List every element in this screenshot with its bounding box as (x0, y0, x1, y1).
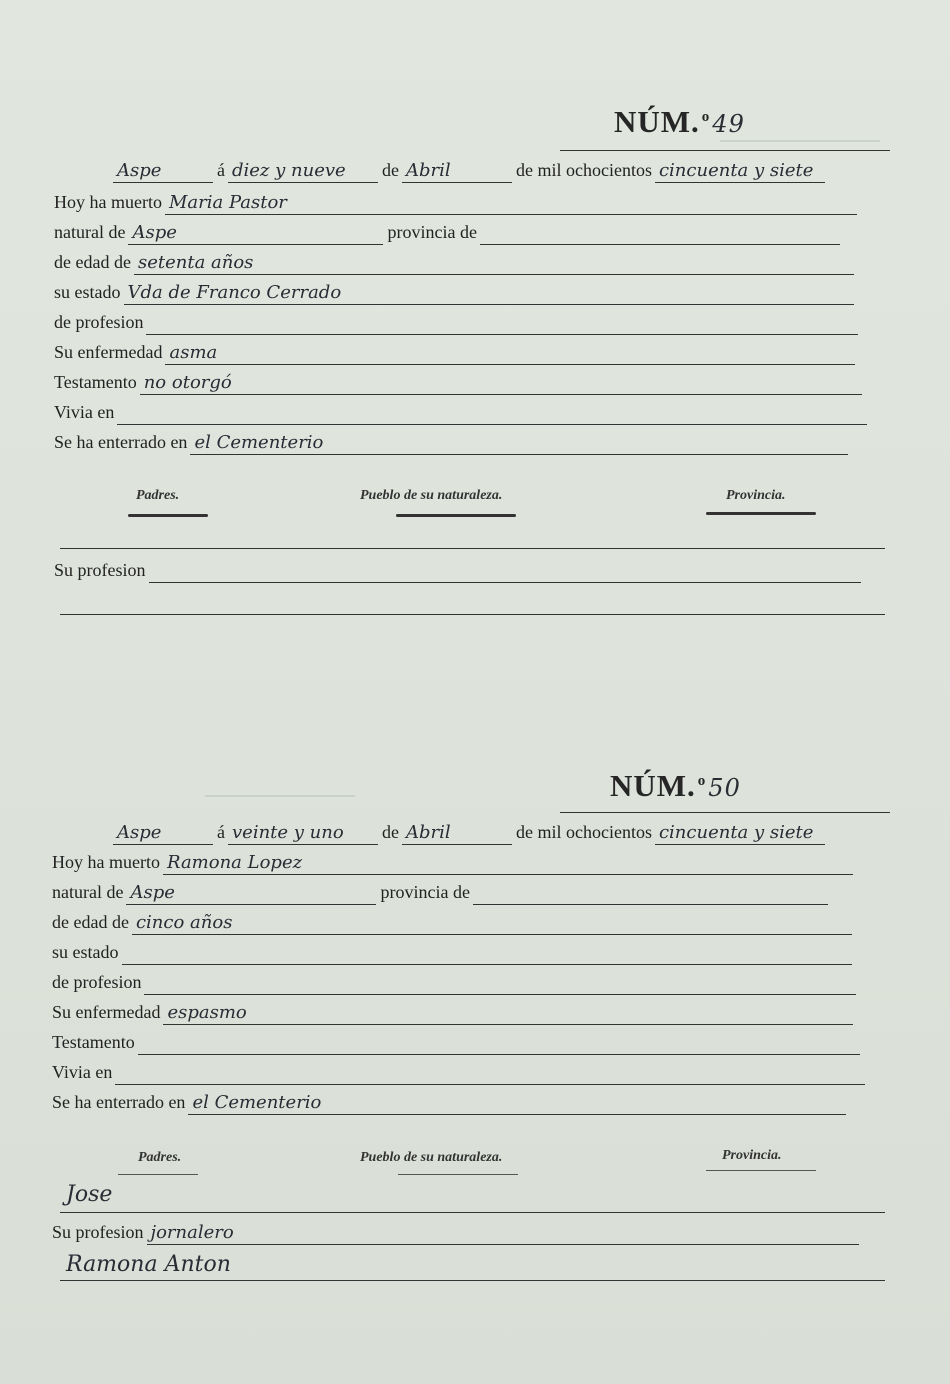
header-rule (706, 1170, 816, 1171)
field-value-line (115, 1062, 865, 1085)
field-vivia (54, 402, 871, 425)
year-field (655, 822, 825, 845)
field-label: natural de (54, 222, 126, 242)
bottom-line (60, 1280, 885, 1281)
date-line (110, 822, 829, 845)
date-line (110, 160, 829, 183)
parents-value: Jose (66, 1182, 113, 1207)
day-field (228, 822, 378, 845)
field-label: Su profesion (52, 1222, 144, 1242)
record-number-sup: o (701, 108, 711, 125)
field-testamento (54, 372, 866, 395)
province-label: provincia de (380, 882, 470, 902)
place-field (113, 822, 213, 845)
field-value-line (163, 1002, 853, 1025)
place-value: Aspe (117, 160, 162, 181)
field-label: de edad de (54, 252, 131, 272)
field-value: Vda de Franco Cerrado (127, 282, 342, 303)
place-field (113, 160, 213, 183)
year-value: cincuenta y siete (658, 160, 814, 181)
field-parents-profesion (54, 560, 865, 583)
field-label: Su profesion (54, 560, 146, 580)
field-value-line (128, 222, 383, 245)
bottom-line (60, 614, 885, 615)
field-label: de profesion (54, 312, 144, 332)
field-value-line (122, 942, 852, 965)
field-label: su estado (54, 282, 121, 302)
record-number-label: NÚM. (614, 104, 700, 139)
field-value-line (188, 1092, 846, 1115)
place-value: Aspe (117, 822, 162, 843)
field-label: de profesion (52, 972, 142, 992)
field-value: Aspe (132, 222, 177, 243)
field-deceased (52, 852, 857, 875)
field-label: Hoy ha muerto (52, 852, 160, 872)
field-value: el Cementerio (194, 432, 324, 453)
header-rule (118, 1174, 198, 1175)
province-label: provincia de (387, 222, 477, 242)
field-value: Maria Pastor (168, 192, 287, 213)
field-enfermedad (52, 1002, 857, 1025)
record-number (610, 768, 741, 804)
field-vivia (52, 1062, 869, 1085)
field-label: Testamento (52, 1032, 135, 1052)
header-rule (398, 1174, 518, 1175)
bleed-through-mark (205, 765, 355, 797)
field-label: Vivia en (52, 1062, 113, 1082)
field-value-line (165, 342, 855, 365)
field-value-line (140, 372, 862, 395)
field-value-line (163, 852, 853, 875)
field-age (52, 912, 856, 935)
field-value: setenta años (137, 252, 254, 273)
field-value-line (146, 312, 858, 335)
field-age (54, 252, 858, 275)
field-natural (54, 222, 844, 245)
header-ornament (396, 514, 516, 517)
field-enterrado (54, 432, 852, 455)
header-padres: Padres. (138, 1150, 182, 1165)
field-label: Su enfermedad (52, 1002, 161, 1022)
field-value: jornalero (150, 1222, 234, 1243)
field-enterrado (52, 1092, 850, 1115)
header-ornament (128, 514, 208, 517)
field-value-line (144, 972, 856, 995)
field-value-line (134, 252, 854, 275)
year-prefix-label: de mil ochocientos (516, 160, 652, 180)
field-value-line (147, 1222, 859, 1245)
field-label: Vivia en (54, 402, 115, 422)
field-value-line (132, 912, 852, 935)
field-label: su estado (52, 942, 119, 962)
field-label: de edad de (52, 912, 129, 932)
field-value: espasmo (167, 1002, 247, 1023)
field-value: cinco años (135, 912, 233, 933)
number-underline (560, 812, 890, 813)
field-enfermedad (54, 342, 859, 365)
field-profesion (52, 972, 860, 995)
field-label: Testamento (54, 372, 137, 392)
field-value-line (190, 432, 848, 455)
field-value-line (165, 192, 857, 215)
header-pueblo: Pueblo de su naturaleza. (360, 1150, 503, 1165)
field-profesion (54, 312, 862, 335)
day-prefix: á (217, 160, 225, 180)
record-number (614, 104, 745, 140)
month-field (402, 822, 512, 845)
field-estado (54, 282, 858, 305)
year-prefix-label: de mil ochocientos (516, 822, 652, 842)
field-testamento (52, 1032, 864, 1055)
field-label: natural de (52, 882, 124, 902)
month-field (402, 160, 512, 183)
record-number-value: 50 (708, 774, 741, 802)
field-value: Ramona Lopez (166, 852, 303, 873)
field-value: Aspe (130, 882, 175, 903)
day-value: diez y nueve (232, 160, 346, 181)
field-value-line (149, 560, 861, 583)
parents-line (60, 1212, 885, 1213)
header-provincia: Provincia. (726, 488, 786, 503)
parents-line (60, 548, 885, 549)
day-prefix: á (217, 822, 225, 842)
field-value-line (124, 282, 854, 305)
field-value-line (117, 402, 867, 425)
field-value: el Cementerio (192, 1092, 322, 1113)
field-value-line (126, 882, 376, 905)
province-value-line (480, 222, 840, 245)
header-ornament (706, 512, 816, 515)
de-label: de (382, 822, 399, 842)
number-underline (560, 150, 890, 151)
field-natural (52, 882, 832, 905)
header-padres: Padres. (136, 488, 180, 503)
day-value: veinte y uno (232, 822, 344, 843)
field-value: asma (169, 342, 218, 363)
field-deceased (54, 192, 861, 215)
record-number-value: 49 (712, 110, 745, 138)
header-pueblo: Pueblo de su naturaleza. (360, 488, 503, 503)
year-value: cincuenta y siete (658, 822, 814, 843)
field-estado (52, 942, 856, 965)
record-number-sup: o (697, 772, 707, 789)
field-label: Su enfermedad (54, 342, 163, 362)
month-value: Abril (406, 160, 451, 181)
field-parents-profesion (52, 1222, 863, 1245)
field-label: Se ha enterrado en (54, 432, 188, 452)
field-value: no otorgó (143, 372, 232, 393)
extra-value: Ramona Anton (66, 1252, 231, 1277)
field-value-line (138, 1032, 860, 1055)
de-label: de (382, 160, 399, 180)
year-field (655, 160, 825, 183)
record-number-label: NÚM. (610, 768, 696, 803)
field-label: Se ha enterrado en (52, 1092, 186, 1112)
field-label: Hoy ha muerto (54, 192, 162, 212)
province-value-line (473, 882, 828, 905)
month-value: Abril (406, 822, 451, 843)
day-field (228, 160, 378, 183)
header-provincia: Provincia. (722, 1148, 782, 1163)
